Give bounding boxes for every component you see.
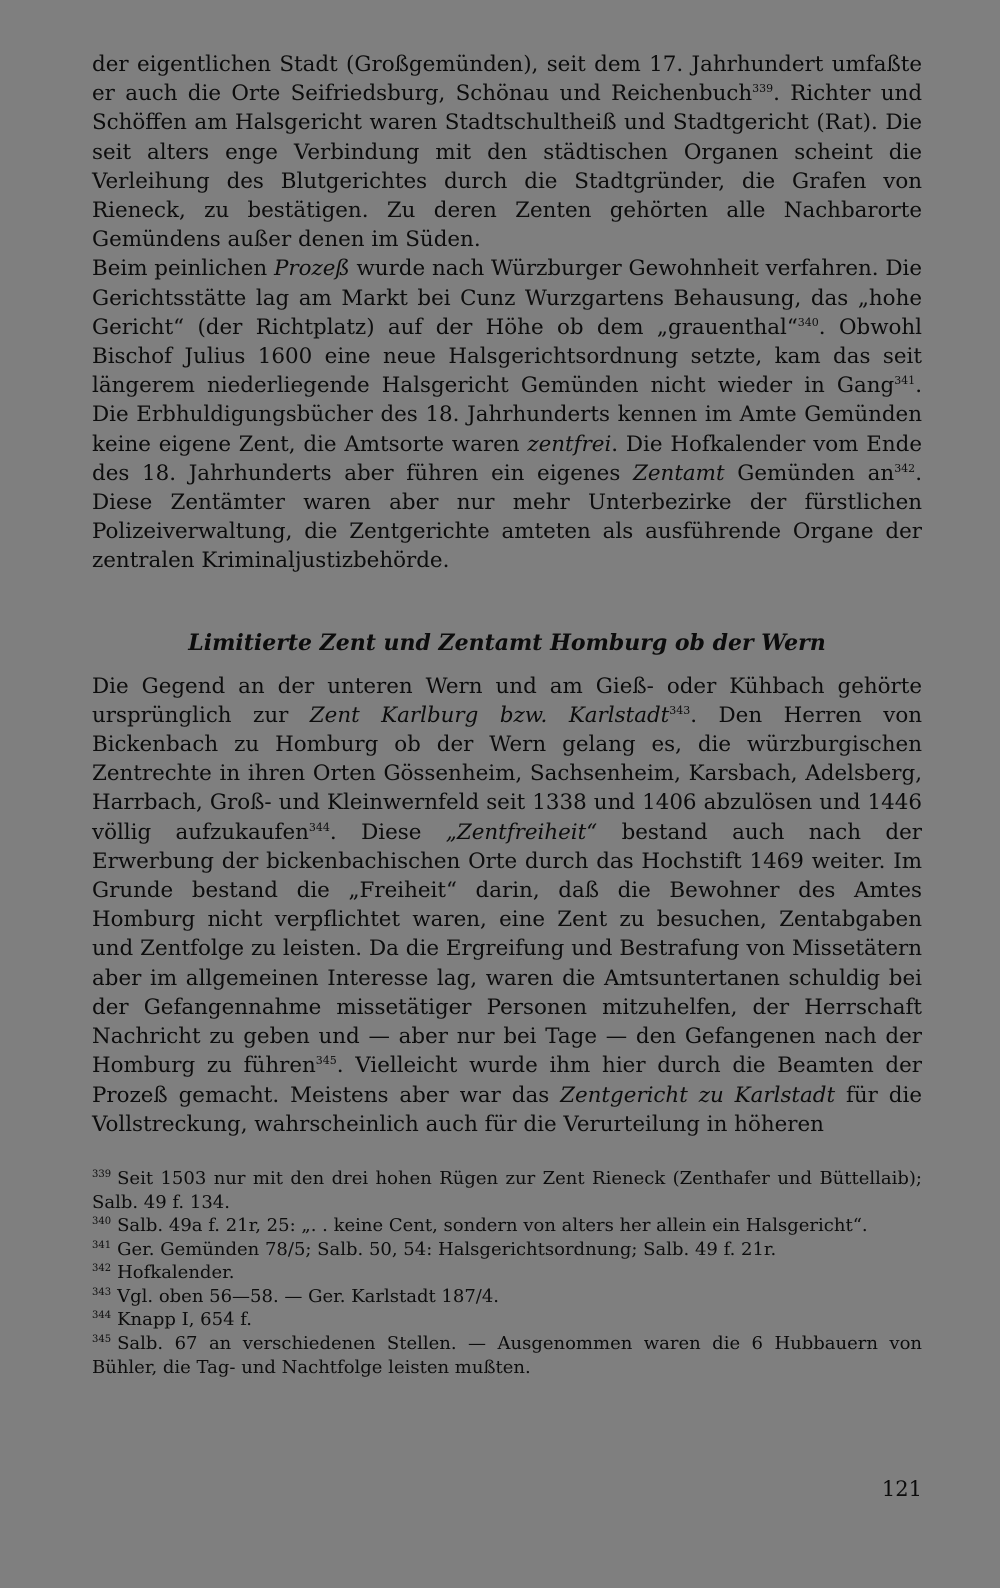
footnote-ref: 345 bbox=[315, 1054, 337, 1068]
page-number: 121 bbox=[881, 1477, 922, 1501]
footnote-number: 345 bbox=[92, 1334, 112, 1346]
italic-term: Zent Karlburg bzw. Karlstadt bbox=[309, 702, 670, 728]
footnote-text: Seit 1503 nur mit den drei hohen Rügen zur Zent Rieneck (Zenthafer und Büttellaib); Salb. 49 f. 134. bbox=[92, 1167, 922, 1213]
footnote-ref: 344 bbox=[308, 820, 330, 834]
footnote bbox=[92, 1261, 922, 1285]
footnote bbox=[92, 1285, 922, 1309]
body-text-top bbox=[92, 50, 922, 576]
footnote bbox=[92, 1214, 922, 1238]
text-run: Beim peinlichen bbox=[92, 256, 274, 282]
paragraph bbox=[92, 672, 922, 1139]
italic-term: Prozeß bbox=[273, 256, 350, 282]
text-run: wurde nach Würzburger Gewohnheit verfahren. Die Gerichtsstätte lag am Markt bei Cunz Wurzgartens Behausung, das „hohe Gericht“ (der Richtplatz) auf der Höhe ob dem „grauenthal“ bbox=[92, 256, 923, 340]
paragraph bbox=[92, 254, 922, 575]
italic-term: „Zentfreiheit“ bbox=[445, 819, 598, 845]
text-run: bestand auch nach der Erwerbung der bickenbachischen Orte durch das Hochstift 1469 weiter. Im Grunde bestand die „Freiheit“ darin, daß die Bewohner des Amtes Homburg nicht verpflichtet waren, eine Zent zu besuchen, Zentabgaben und Zentfolge zu leisten. Da die Ergreifung und Bestrafung von Missetätern aber im allgemeinen Interesse lag, waren die Amtsuntertanen schuldig bei der Gefangennahme missetätiger Personen mitzuhelfen, der Herrschaft Nachricht zu geben und — aber nur bei Tage — den Gefangenen nach der Homburg zu führen bbox=[92, 819, 922, 1079]
body-text-bottom bbox=[92, 672, 922, 1139]
footnote-number: 340 bbox=[92, 1216, 112, 1228]
text-run: . Die Erbhuldigungsbücher des 18. Jahrhunderts kennen im Amte Gemünden keine eigene Zent, die Amtsorte waren bbox=[92, 373, 922, 457]
footnote-text: Salb. 67 an verschiedenen Stellen. — Ausgenommen waren die 6 Hubbauern von Bühler, die Tag- und Nachtfolge leisten mußten. bbox=[92, 1333, 922, 1378]
footnote bbox=[92, 1167, 922, 1214]
footnote bbox=[92, 1308, 922, 1332]
footnote bbox=[92, 1332, 922, 1379]
italic-term: Zentamt bbox=[633, 460, 725, 486]
footnote-ref: 343 bbox=[669, 703, 691, 717]
italic-term: Zentgericht zu Karlstadt bbox=[560, 1082, 836, 1108]
footnote-ref: 339 bbox=[752, 82, 774, 96]
text-run: . Richter und Schöffen am Halsgericht waren Stadtschultheiß und Stadtgericht (Rat). Die seit alters enge Verbindung mit den städtischen Organen scheint die Verleihung des Blutgerichtes durch die Stadtgründer, die Grafen von Rieneck, zu bestätigen. Zu deren Zenten gehörten alle Nachbarorte Gemündens außer denen im Süden. bbox=[92, 81, 923, 253]
footnote-text: Salb. 49a f. 21r, 25: „. . keine Cent, sondern von alters her allein ein Halsgericht“. bbox=[117, 1215, 868, 1237]
text-run: der eigentlichen Stadt (Großgemünden), seit dem 17. Jahrhundert umfaßte er auch die Orte Seifriedsburg, Schönau und Reichenbuch bbox=[92, 52, 922, 107]
text-run: . Die Hofkalender vom Ende des 18. Jahrhunderts aber führen ein eigenes bbox=[92, 431, 923, 486]
text-run: für die Vollstreckung, wahrscheinlich auch für die Verurteilung in höheren bbox=[92, 1082, 922, 1137]
footnote-text: Ger. Gemünden 78/5; Salb. 50, 54: Halsgerichtsordnung; Salb. 49 f. 21r. bbox=[117, 1238, 777, 1260]
footnote-text: Hofkalender. bbox=[117, 1262, 235, 1284]
footnote-text: Knapp I, 654 f. bbox=[117, 1309, 253, 1331]
footnote-ref: 340 bbox=[797, 315, 819, 329]
footnote-number: 342 bbox=[92, 1263, 112, 1275]
footnote-ref: 342 bbox=[894, 461, 916, 475]
footnote bbox=[92, 1238, 922, 1262]
italic-term: zentfrei bbox=[527, 431, 612, 457]
text-run: . Den Herren von Bickenbach zu Homburg ob der Wern gelang es, die würzburgischen Zentrechte in ihren Orten Gössenheim, Sachsenheim, Karsbach, Adelsberg, Harrbach, Groß- und Kleinwernfeld seit 1338 und 1406 abzulösen und 1446 völlig aufzukaufen bbox=[92, 702, 922, 845]
paragraph bbox=[92, 50, 922, 254]
footnote-number: 339 bbox=[92, 1168, 112, 1180]
text-run: Die Gegend an der unteren Wern und am Gieß- oder Kühbach gehörte ursprünglich zur bbox=[92, 673, 922, 728]
footnote-ref: 341 bbox=[894, 374, 916, 388]
footnote-number: 341 bbox=[92, 1239, 112, 1251]
text-run: Gemünden an bbox=[724, 460, 895, 486]
text-run: . Diese Zentämter waren aber nur mehr Unterbezirke der fürstlichen Polizeiverwaltung, die Zentgerichte amteten als ausführende Organe der zentralen Kriminaljustizbehörde. bbox=[92, 460, 922, 574]
text-run: . Diese bbox=[329, 819, 446, 845]
footnotes bbox=[92, 1167, 922, 1379]
text-run: . Vielleicht wurde ihm hier durch die Beamten der Prozeß gemacht. Meistens aber war das bbox=[92, 1053, 922, 1108]
section-heading: Limitierte Zent und Zentamt Homburg ob der Wern bbox=[188, 629, 826, 656]
footnote-number: 343 bbox=[92, 1286, 112, 1298]
footnote-number: 344 bbox=[92, 1310, 112, 1322]
footnote-text: Vgl. oben 56—58. — Ger. Karlstadt 187/4. bbox=[117, 1285, 500, 1307]
text-run: . Obwohl Bischof Julius 1600 eine neue Halsgerichtsordnung setzte, kam das seit längerem niederliegende Halsgericht Gemünden nicht wieder in Gang bbox=[92, 314, 922, 399]
